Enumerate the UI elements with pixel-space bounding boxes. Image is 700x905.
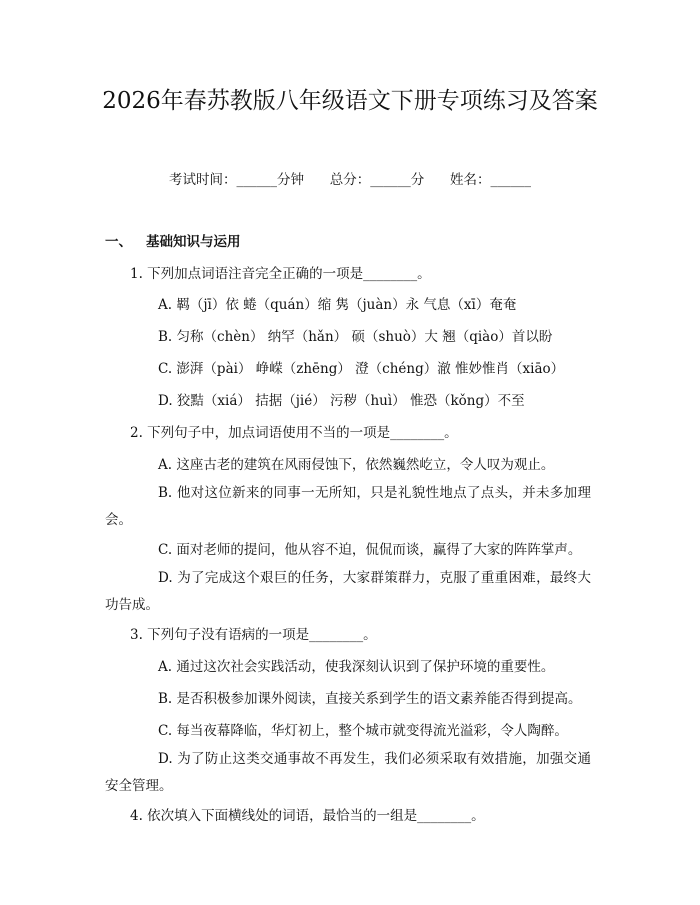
question-stem: 3. 下列句子没有语病的一项是________。 (130, 627, 377, 643)
question-stem: 4. 依次填入下面横线处的词语，最恰当的一组是________。 (130, 808, 485, 824)
question-option: C. 每当夜幕降临，华灯初上，整个城市就变得流光溢彩，令人陶醉。 (158, 723, 568, 739)
question-option: A. 羁（jī）依 蜷（quán）缩 隽（juàn）永 气息（xī）奄奄 (158, 297, 517, 313)
question-option: B. 匀称（chèn） 纳罕（hǎn） 硕（shuò）大 翘（qiào）首以盼 (158, 329, 553, 345)
question-option: A. 这座古老的建筑在风雨侵蚀下，依然巍然屹立，令人叹为观止。 (158, 457, 555, 473)
question-option: D. 为了防止这类交通事故不再发生，我们必须采取有效措施，加强交通安全管理。 (105, 751, 591, 794)
question-option: D. 为了完成这个艰巨的任务，大家群策群力，克服了重重困难，最终大功告成。 (105, 570, 591, 613)
section-title: 基础知识与运用 (146, 234, 241, 250)
section-number: 一、 (105, 234, 132, 250)
question-option: A. 通过这次社会实践活动，使我深刻认识到了保护环境的重要性。 (158, 659, 555, 675)
question-option: B. 是否积极参加课外阅读，直接关系到学生的语文素养能否得到提高。 (158, 691, 582, 707)
question-option: D. 狡黠（xiá） 拮据（jié） 污秽（huì） 惟恐（kǒng）不至 (158, 393, 525, 409)
question-option: B. 他对这位新来的同事一无所知，只是礼貌性地点了点头，并未多加理会。 (105, 485, 591, 528)
section-heading (105, 230, 241, 250)
exam-info-line: 考试时间：______分钟 总分：______分 姓名：______ (169, 172, 531, 188)
question-option: C. 面对老师的提问，他从容不迫，侃侃而谈，赢得了大家的阵阵掌声。 (158, 542, 582, 558)
question-stem: 1. 下列加点词语注音完全正确的一项是________。 (130, 266, 431, 282)
question-stem: 2. 下列句子中，加点词语使用不当的一项是________。 (130, 425, 458, 441)
question-option: C. 澎湃（pài） 峥嵘（zhēng） 澄（chéng）澈 惟妙惟肖（xiāo） (158, 361, 565, 377)
page-title: 2026年春苏教版八年级语文下册专项练习及答案 (102, 88, 598, 114)
